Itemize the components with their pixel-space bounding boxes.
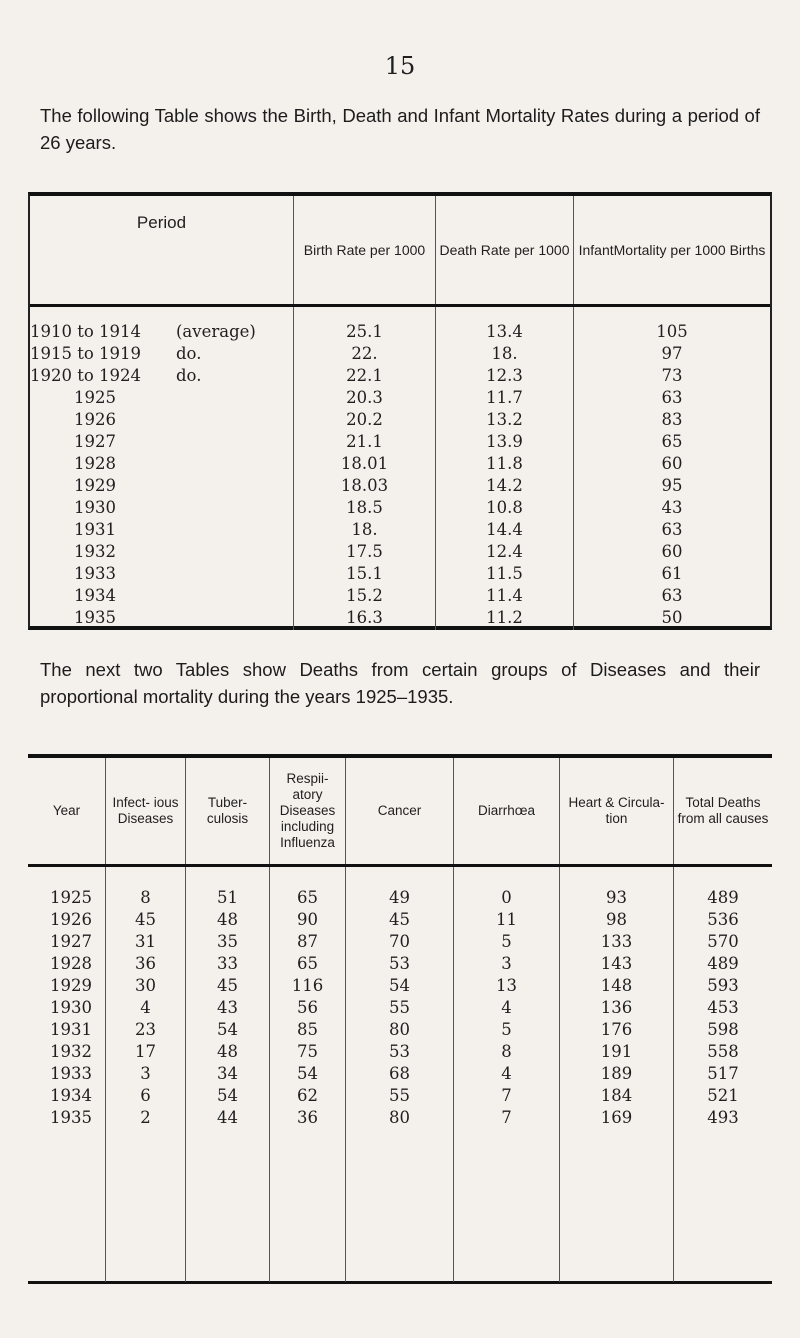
header-diarrhoea: Diarrhœa xyxy=(454,758,560,864)
year-value: 1927 xyxy=(50,932,92,951)
cancer-value: 68 xyxy=(389,1064,410,1083)
period-cell xyxy=(30,497,293,519)
header-cancer: Cancer xyxy=(346,758,454,864)
death-value: 10.8 xyxy=(486,498,523,517)
respiratory-value: 65 xyxy=(297,954,318,973)
cancer-value: 55 xyxy=(389,998,410,1017)
period-label: 1915 to 1919 xyxy=(30,344,142,363)
respiratory-value: 62 xyxy=(297,1086,318,1105)
diarrhoea-value: 5 xyxy=(501,932,512,951)
death-rate-column xyxy=(436,307,574,630)
birth-value: 25.1 xyxy=(346,322,383,341)
death-value: 13.2 xyxy=(486,410,523,429)
infant-value: 95 xyxy=(661,476,683,495)
table-header xyxy=(30,196,770,307)
infectious-value: 45 xyxy=(135,910,156,929)
birth-value: 20.3 xyxy=(346,388,383,407)
respiratory-value: 116 xyxy=(291,976,324,995)
year-value: 1926 xyxy=(50,910,92,929)
total-value: 593 xyxy=(707,976,739,995)
cancer-value: 53 xyxy=(389,954,410,973)
total-value: 570 xyxy=(707,932,739,951)
intro-paragraph: The following Table shows the Birth, Death and Infant Mortality Rates during a period of 26 years. xyxy=(40,105,760,153)
year-value: 1931 xyxy=(50,1020,92,1039)
infectious-value: 36 xyxy=(135,954,156,973)
tuberculosis-value: 33 xyxy=(217,954,238,973)
period-label: 1935 xyxy=(74,608,116,627)
tuberculosis-value: 35 xyxy=(217,932,238,951)
heart-value: 133 xyxy=(600,932,633,951)
death-value: 13.4 xyxy=(486,322,523,341)
header-heart: Heart & Circula- tion xyxy=(560,758,674,864)
cancer-value: 70 xyxy=(389,932,410,951)
period-label: 1920 to 1924 xyxy=(30,366,142,385)
infant-value: 50 xyxy=(661,608,683,627)
death-value: 11.5 xyxy=(486,564,523,583)
diarrhoea-column xyxy=(454,867,560,1282)
header-death-rate: Death Rate per 1000 xyxy=(436,196,574,304)
period-note: (average) xyxy=(176,322,256,341)
heart-column xyxy=(560,867,674,1282)
heart-value: 189 xyxy=(600,1064,633,1083)
respiratory-value: 36 xyxy=(297,1108,318,1127)
infant-value: 61 xyxy=(661,564,683,583)
table-header xyxy=(28,758,772,867)
period-cell xyxy=(30,541,293,563)
period-label: 1925 xyxy=(74,388,116,407)
birth-rate-column xyxy=(294,307,436,630)
period-label: 1934 xyxy=(74,586,116,605)
death-value: 13.9 xyxy=(486,432,523,451)
year-value: 1934 xyxy=(50,1086,92,1105)
respiratory-value: 65 xyxy=(297,888,318,907)
respiratory-value: 85 xyxy=(297,1020,318,1039)
infant-value: 65 xyxy=(661,432,683,451)
year-column xyxy=(28,867,106,1282)
header-infectious: Infect- ious Diseases xyxy=(106,758,186,864)
birth-value: 15.1 xyxy=(346,564,383,583)
cancer-value: 54 xyxy=(389,976,410,995)
header-infant-mortality: InfantMortality per 1000 Births xyxy=(578,241,766,258)
period-note: do. xyxy=(176,366,202,385)
total-value: 493 xyxy=(707,1108,739,1127)
respiratory-value: 56 xyxy=(297,998,318,1017)
period-cell xyxy=(30,563,293,585)
year-value: 1932 xyxy=(50,1042,92,1061)
birth-value: 17.5 xyxy=(346,542,383,561)
total-column xyxy=(674,867,772,1282)
infectious-value: 31 xyxy=(135,932,156,951)
period-label: 1929 xyxy=(74,476,116,495)
header-tuberculosis: Tuber- culosis xyxy=(186,758,270,864)
tuberculosis-value: 43 xyxy=(217,998,238,1017)
infant-value: 63 xyxy=(661,520,683,539)
diarrhoea-value: 11 xyxy=(496,910,517,929)
diarrhoea-value: 7 xyxy=(501,1108,512,1127)
diarrhoea-value: 8 xyxy=(501,1042,512,1061)
respiratory-value: 54 xyxy=(297,1064,318,1083)
header-respiratory: Respii- atory Diseases including Influenza xyxy=(270,758,346,864)
heart-value: 98 xyxy=(606,910,627,929)
period-cell xyxy=(30,409,293,431)
heart-value: 176 xyxy=(600,1020,633,1039)
infant-mortality-column xyxy=(574,307,770,630)
period-cell xyxy=(30,321,293,343)
heart-value: 143 xyxy=(600,954,633,973)
tuberculosis-value: 44 xyxy=(217,1108,238,1127)
table-body xyxy=(30,307,770,630)
death-value: 11.7 xyxy=(486,388,523,407)
page-number: 15 xyxy=(384,52,416,80)
infectious-column xyxy=(106,867,186,1282)
respiratory-value: 87 xyxy=(297,932,318,951)
period-column xyxy=(30,307,294,630)
total-value: 489 xyxy=(707,888,739,907)
period-label: 1932 xyxy=(74,542,116,561)
death-value: 14.2 xyxy=(486,476,523,495)
total-value: 558 xyxy=(707,1042,739,1061)
death-value: 11.2 xyxy=(486,608,523,627)
birth-value: 22. xyxy=(351,344,378,363)
respiratory-value: 75 xyxy=(297,1042,318,1061)
period-cell xyxy=(30,365,293,387)
second-paragraph: The next two Tables show Deaths from certain groups of Diseases and their proportional mortality during the years 1925–1935. xyxy=(40,659,760,707)
infectious-value: 30 xyxy=(135,976,156,995)
cancer-value: 45 xyxy=(389,910,410,929)
infectious-value: 4 xyxy=(140,998,151,1017)
period-label: 1928 xyxy=(74,454,116,473)
infant-value: 73 xyxy=(661,366,683,385)
tuberculosis-value: 48 xyxy=(217,910,238,929)
death-value: 14.4 xyxy=(486,520,523,539)
period-cell xyxy=(30,519,293,541)
header-total: Total Deaths from all causes xyxy=(677,795,769,826)
respiratory-column xyxy=(270,867,346,1282)
period-cell xyxy=(30,431,293,453)
infant-value: 60 xyxy=(661,542,683,561)
diarrhoea-value: 3 xyxy=(501,954,512,973)
header-year: Year xyxy=(28,758,106,864)
cancer-value: 55 xyxy=(389,1086,410,1105)
birth-value: 18.5 xyxy=(346,498,383,517)
total-value: 521 xyxy=(707,1086,739,1105)
tuberculosis-value: 48 xyxy=(217,1042,238,1061)
diarrhoea-value: 5 xyxy=(501,1020,512,1039)
infectious-value: 3 xyxy=(140,1064,151,1083)
tuberculosis-value: 54 xyxy=(217,1020,238,1039)
heart-value: 148 xyxy=(600,976,633,995)
period-label: 1927 xyxy=(74,432,116,451)
period-label: 1933 xyxy=(74,564,116,583)
year-value: 1930 xyxy=(50,998,92,1017)
period-cell xyxy=(30,343,293,365)
cancer-value: 80 xyxy=(389,1020,410,1039)
infectious-value: 6 xyxy=(140,1086,151,1105)
infant-value: 83 xyxy=(661,410,683,429)
period-cell xyxy=(30,607,293,629)
infectious-value: 23 xyxy=(135,1020,156,1039)
tuberculosis-value: 51 xyxy=(217,888,238,907)
death-value: 12.4 xyxy=(486,542,523,561)
period-note: do. xyxy=(176,344,202,363)
year-value: 1935 xyxy=(50,1108,92,1127)
period-label: 1931 xyxy=(74,520,116,539)
period-cell xyxy=(30,453,293,475)
birth-value: 22.1 xyxy=(346,366,383,385)
birth-value: 21.1 xyxy=(346,432,383,451)
heart-value: 93 xyxy=(606,888,627,907)
total-value: 598 xyxy=(707,1020,739,1039)
death-value: 12.3 xyxy=(486,366,523,385)
infant-value: 43 xyxy=(661,498,683,517)
tuberculosis-column xyxy=(186,867,270,1282)
tuberculosis-value: 54 xyxy=(217,1086,238,1105)
total-value: 453 xyxy=(707,998,739,1017)
year-value: 1928 xyxy=(50,954,92,973)
period-cell xyxy=(30,475,293,497)
year-value: 1929 xyxy=(50,976,92,995)
infectious-value: 2 xyxy=(140,1108,151,1127)
diarrhoea-value: 13 xyxy=(496,976,517,995)
cancer-value: 49 xyxy=(389,888,410,907)
tuberculosis-value: 45 xyxy=(217,976,238,995)
heart-value: 191 xyxy=(600,1042,633,1061)
infant-value: 105 xyxy=(656,322,688,341)
infant-value: 97 xyxy=(661,344,683,363)
birth-value: 16.3 xyxy=(346,608,383,627)
total-value: 517 xyxy=(707,1064,739,1083)
diarrhoea-value: 7 xyxy=(501,1086,512,1105)
heart-value: 136 xyxy=(600,998,633,1017)
death-value: 11.4 xyxy=(486,586,523,605)
header-birth-rate: Birth Rate per 1000 xyxy=(294,196,436,304)
birth-value: 15.2 xyxy=(346,586,383,605)
birth-value: 18. xyxy=(351,520,378,539)
infectious-value: 17 xyxy=(135,1042,156,1061)
birth-death-rate-table xyxy=(28,192,772,630)
infectious-value: 8 xyxy=(140,888,151,907)
period-label: 1926 xyxy=(74,410,116,429)
table-body xyxy=(28,867,772,1282)
total-value: 489 xyxy=(707,954,739,973)
period-cell xyxy=(30,387,293,409)
period-cell xyxy=(30,585,293,607)
diarrhoea-value: 4 xyxy=(501,998,512,1017)
diarrhoea-value: 0 xyxy=(501,888,512,907)
infant-value: 63 xyxy=(661,388,683,407)
year-value: 1933 xyxy=(50,1064,92,1083)
cancer-value: 53 xyxy=(389,1042,410,1061)
death-value: 18. xyxy=(491,344,518,363)
diarrhoea-value: 4 xyxy=(501,1064,512,1083)
period-label: 1910 to 1914 xyxy=(30,322,142,341)
year-value: 1925 xyxy=(50,888,92,907)
tuberculosis-value: 34 xyxy=(217,1064,238,1083)
infant-value: 60 xyxy=(661,454,683,473)
infant-value: 63 xyxy=(661,586,683,605)
header-period: Period xyxy=(30,196,294,304)
death-value: 11.8 xyxy=(486,454,523,473)
birth-value: 20.2 xyxy=(346,410,383,429)
birth-value: 18.01 xyxy=(340,454,389,473)
heart-value: 169 xyxy=(600,1108,633,1127)
cancer-column xyxy=(346,867,454,1282)
birth-value: 18.03 xyxy=(340,476,389,495)
respiratory-value: 90 xyxy=(297,910,318,929)
heart-value: 184 xyxy=(600,1086,633,1105)
disease-deaths-table xyxy=(28,754,772,1284)
period-label: 1930 xyxy=(74,498,116,517)
total-value: 536 xyxy=(707,910,739,929)
cancer-value: 80 xyxy=(389,1108,410,1127)
